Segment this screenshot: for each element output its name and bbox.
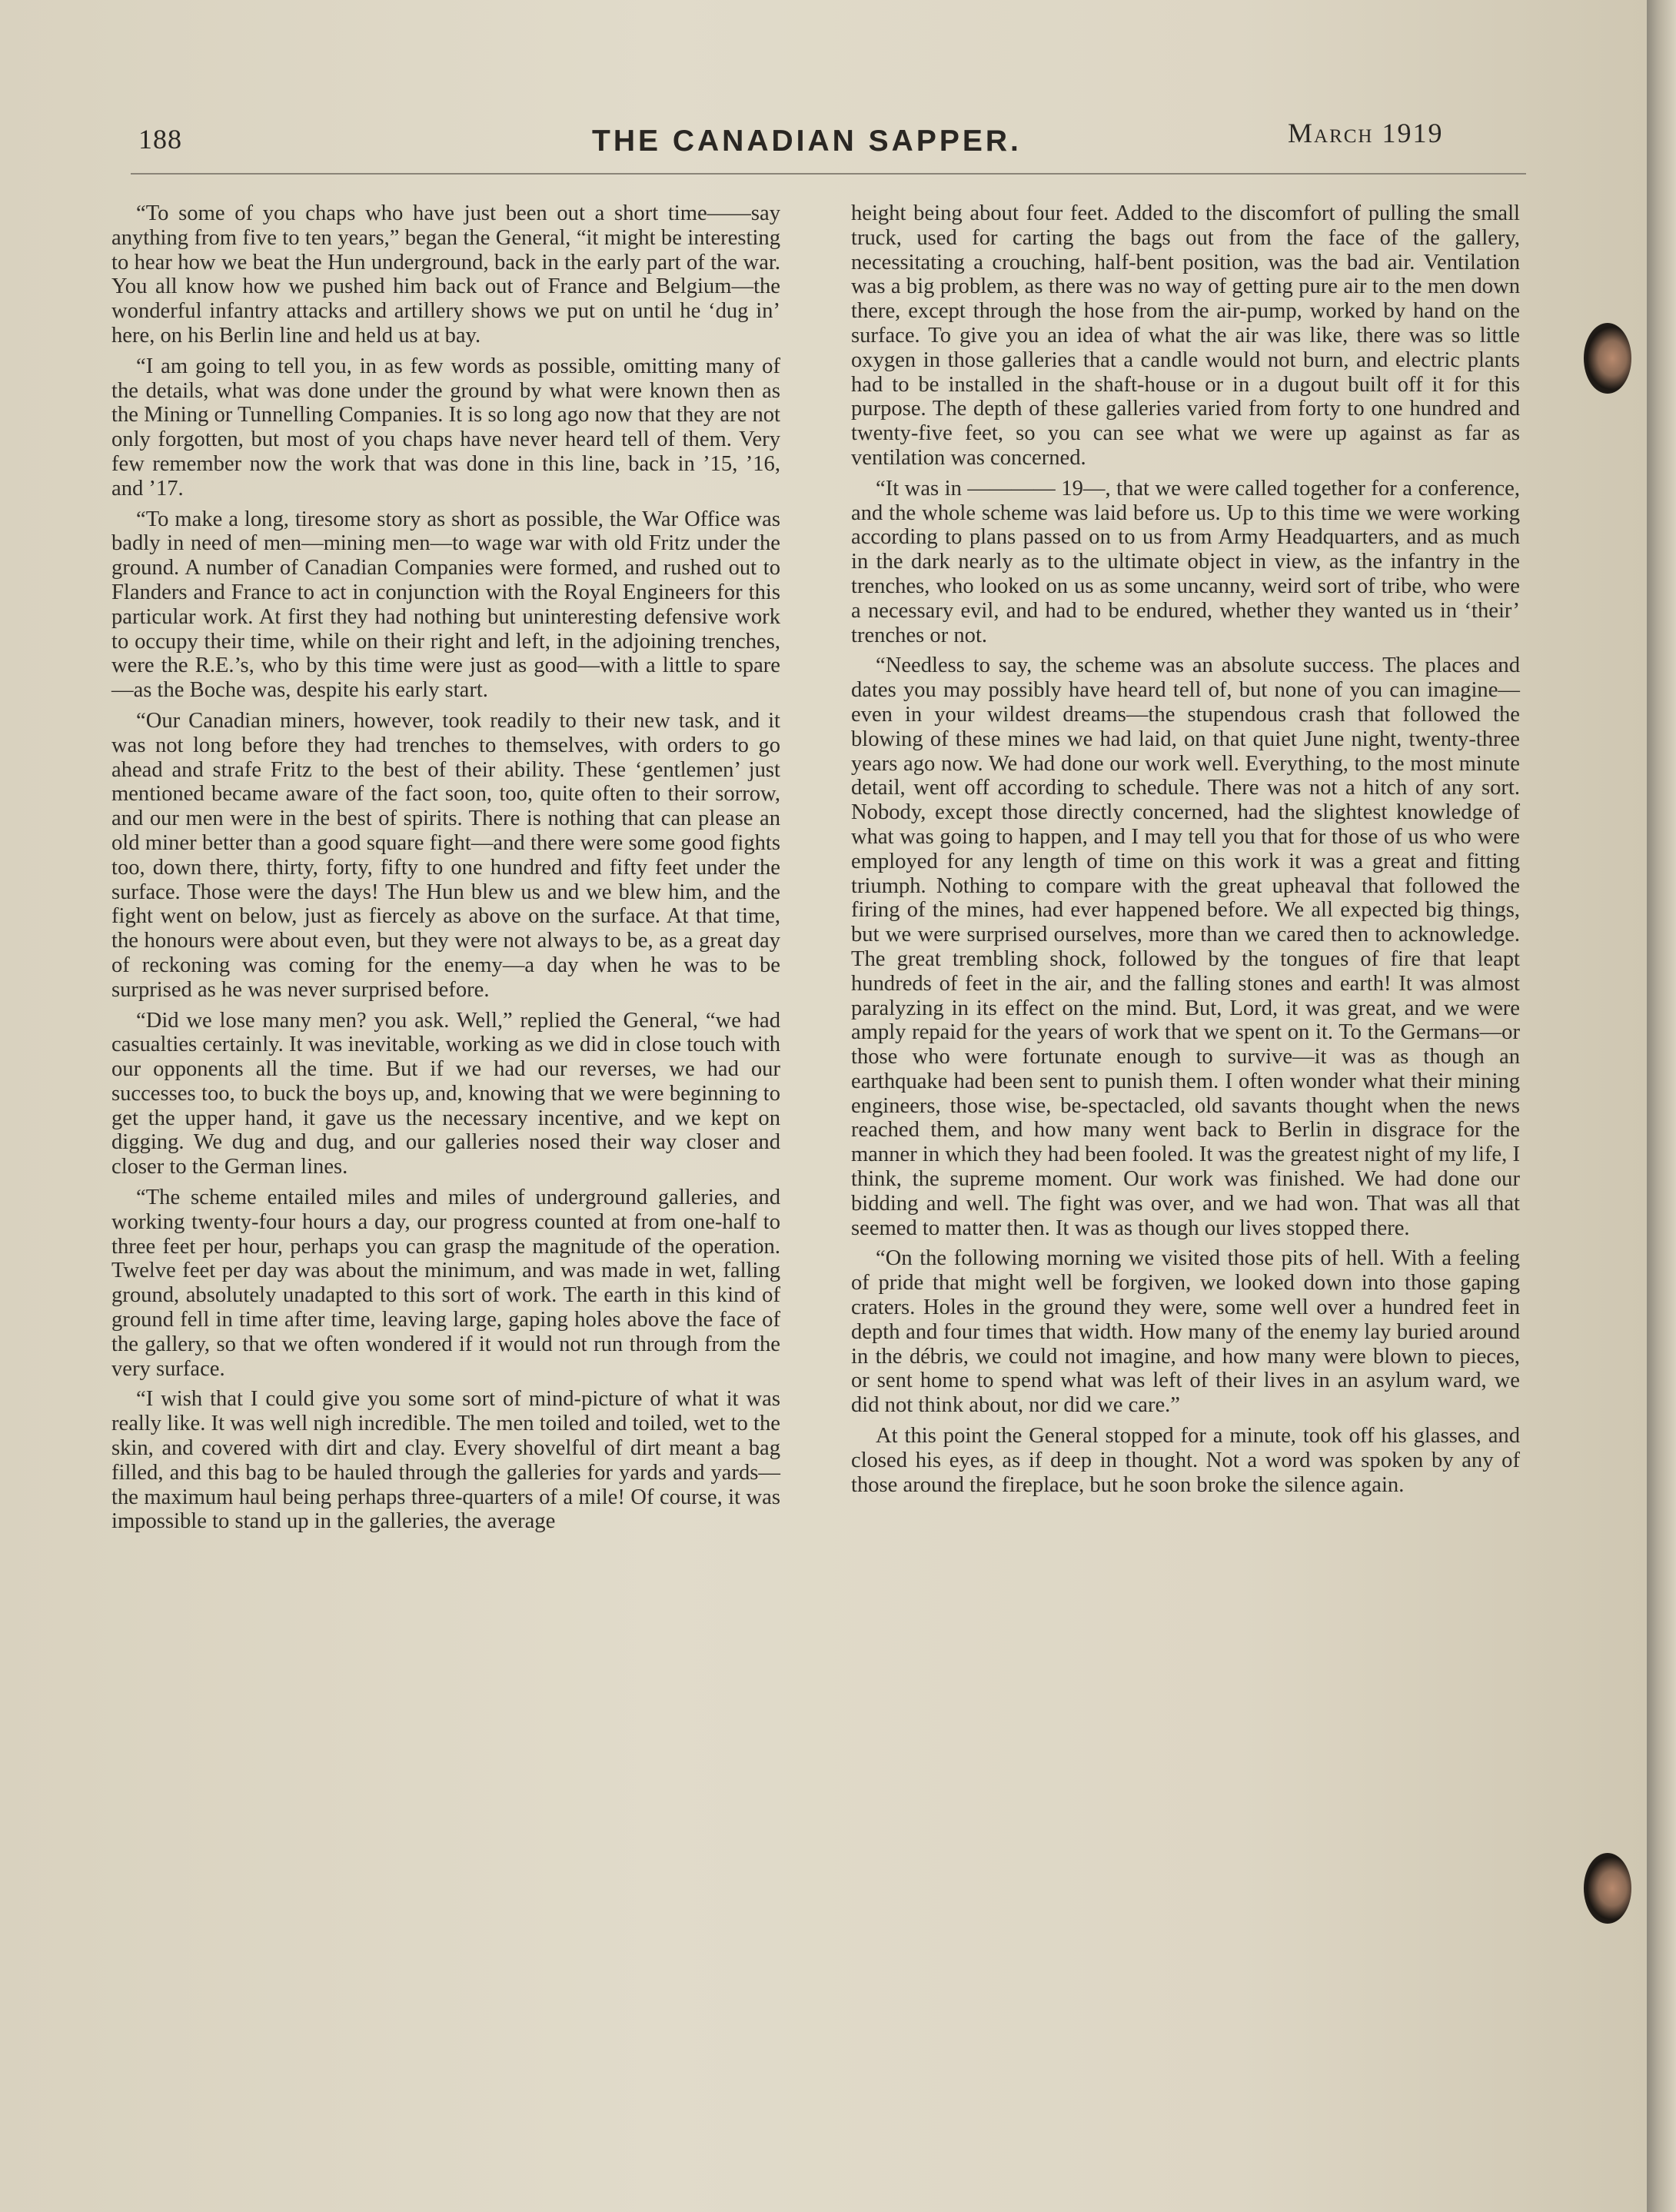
paragraph: At this point the General stopped for a minute, took off his glasses, and closed his eyes, as if deep in thought. Not a word was spoken by any of those around the fireplace, but he soon broke the silence again. bbox=[851, 1424, 1520, 1497]
left-column bbox=[111, 201, 780, 1540]
issue-date: March 1919 bbox=[1288, 118, 1444, 148]
binding-hole bbox=[1584, 1853, 1631, 1924]
paragraph: “On the following morning we visited those pits of hell. With a feeling of pride that might well be forgiven, we looked down into those gaping craters. Holes in the ground they were, some well over a hundred feet in depth and four times that width. How many of the enemy lay buried around in the débris, we could not imagine, and how many were blown to pieces, or sent home to spend what was left of their lives in an asylum ward, we did not think about, nor did we care.” bbox=[851, 1246, 1520, 1418]
page-header bbox=[138, 115, 1515, 177]
paragraph: “It was in ———— 19—, that we were called together for a conference, and the whole scheme was laid before us. Up to this time we were working according to plans passed on to us from Army Headquarters, and as much in the dark nearly as to the ultimate object in view, as the infantry in the trenches, who looked on us as some uncanny, weird sort of tribe, who were a necessary evil, and had to be endured, whether they wanted us in ‘their’ trenches or not. bbox=[851, 476, 1520, 647]
paragraph: “The scheme entailed miles and miles of underground galleries, and working twenty-four hours a day, our progress counted at from one-half to three feet per hour, perhaps you can grasp the magnitude of the operation. Twelve feet per day was about the minimum, and was made in wet, falling ground, absolutely unadapted to this sort of work. The earth in this kind of ground fell in time after time, leaving large, gaping holes above the face of the gallery, so that we often wondered if it would not run through from the very surface. bbox=[111, 1186, 780, 1381]
page-edge bbox=[1647, 0, 1676, 2212]
paragraph: height being about four feet. Added to the discomfort of pulling the small truck, used for carting the bags out from the face of the gallery, necessitating a crouching, half-bent position, was the bad air. Ventilation was a big problem, as there was no way of getting pure air to the men down there, except through the hose from the air-pump, worked by hand on the surface. To give you an idea of what the air was like, there was so little oxygen in those galleries that a candle would not burn, and electric plants had to be installed in the shaft-house or in a dugout built off it for this purpose. The depth of these galleries varied from forty to one hundred and twenty-five feet, so you can see what we were up against as far as ventilation was concerned. bbox=[851, 201, 1520, 470]
paragraph: “Our Canadian miners, however, took readily to their new task, and it was not long before they had trenches to themselves, with orders to go ahead and strafe Fritz to the best of their ability. These ‘gentlemen’ just mentioned became aware of the fact soon, too, quite often to their sorrow, and our men were in the best of spirits. There is nothing that can please an old miner better than a good square fight—and there were some good fights too, down there, thirty, forty, fifty to one hundred and fifty feet under the surface. Those were the days! The Hun blew us and we blew him, and the fight went on below, just as fiercely as above on the surface. At that time, the honours were about even, but they were not always to be, as a great day of reckoning was coming for the enemy—a day when he was to be surprised as he was never surprised before. bbox=[111, 708, 780, 1002]
binding-hole bbox=[1584, 323, 1631, 394]
header-rule bbox=[131, 173, 1526, 175]
paragraph: “I am going to tell you, in as few words as possible, omitting many of the details, what was done under the ground by what were known then as the Mining or Tunnelling Companies. It is so long ago now that they are not only forgotten, but most of you chaps have never heard tell of them. Very few remember now the work that was done in this line, back in ’15, ’16, and ’17. bbox=[111, 354, 780, 501]
page-number: 188 bbox=[138, 124, 182, 155]
paragraph: “I wish that I could give you some sort of mind-picture of what it was really like. It was well nigh incredible. The men toiled and toiled, wet to the skin, and covered with dirt and clay. Every shovelful of dirt meant a bag filled, and this bag to be hauled through the galleries for yards and yards—the maximum haul being perhaps three-quarters of a mile! Of course, it was impossible to stand up in the galleries, the average bbox=[111, 1387, 780, 1534]
paragraph: “Did we lose many men? you ask. Well,” replied the General, “we had casualties certainly. It was inevitable, working as we did in close touch with our opponents all the time. But if we had our reverses, we had our successes too, to buck the boys up, and, knowing that we were beginning to get the upper hand, it gave us the necessary incentive, and we kept on digging. We dug and dug, and our galleries nosed their way closer and closer to the German lines. bbox=[111, 1008, 780, 1179]
paragraph: “Needless to say, the scheme was an absolute success. The places and dates you may possibly have heard tell of, but none of you can imagine—even in your wildest dreams—the stupendous crash that followed the blowing of these mines we had laid, on that quiet June night, twenty-three years ago now. We had done our work well. Everything, to the most minute detail, went off according to schedule. There was not a hitch of any sort. Nobody, except those directly concerned, had the slightest knowledge of what was going to happen, and I may tell you that for those of us who were employed for any length of time on this work it was a great and fitting triumph. Nothing to compare with the great upheaval that followed the firing of the mines, had ever happened before. We all expected big things, but we were surprised ourselves, more than we cared then to acknowledge. The great trembling shock, followed by the tongues of fire that leapt hundreds of feet in the air, and the falling stones and earth! It was almost paralyzing in its effect on the mind. But, Lord, it was great, and we were amply repaid for the years of work that we spent on it. To the Germans—or those who were fortunate enough to survive—it was as though an earthquake had been sent to punish them. I often wonder what their mining engineers, those wise, be-spectacled, old savants thought when the news reached them, and how many went back to Berlin in disgrace for the manner in which they had been fooled. It was the greatest night of my life, I think, the supreme moment. Our work was finished. We had done our bidding and well. The fight was over, and we had won. That was all that seemed to matter then. It was as though our lives stopped there. bbox=[851, 654, 1520, 1240]
paragraph: “To some of you chaps who have just been out a short time——say anything from five to ten years,” began the General, “it might be interesting to hear how we beat the Hun underground, back in the early part of the war. You all know how we pushed him back out of France and Belgium—the wonderful infantry attacks and artillery shows we put on until he ‘dug in’ here, on his Berlin line and held us at bay. bbox=[111, 201, 780, 348]
right-column bbox=[851, 201, 1520, 1503]
paragraph: “To make a long, tiresome story as short as possible, the War Office was badly in need of men—mining men—to wage war with old Fritz under the ground. A number of Canadian Companies were formed, and rushed out to Flanders and France to act in conjunction with the Royal Engineers for this particular work. At first they had nothing but uninteresting defensive work to occupy their time, while on their right and left, in the adjoining trenches, were the R.E.’s, who by this time were just as good—with a little to spare—as the Boche was, despite his early start. bbox=[111, 507, 780, 703]
journal-title: THE CANADIAN SAPPER. bbox=[592, 125, 1022, 158]
